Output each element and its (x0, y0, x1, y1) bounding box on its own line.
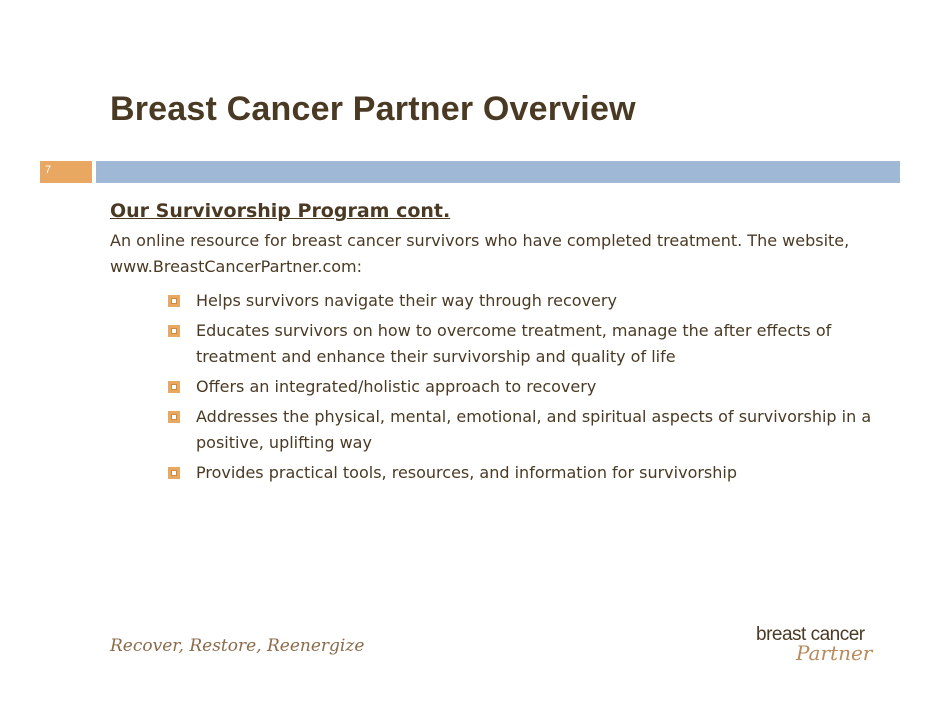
bullet-item (166, 318, 890, 370)
bullet-text: Offers an integrated/holistic approach to recovery (196, 377, 597, 396)
square-bullet-icon (168, 295, 180, 307)
footer-tagline: Recover, Restore, Reenergize (110, 636, 365, 656)
bullet-text: Provides practical tools, resources, and information for survivorship (196, 463, 738, 482)
bullet-list (110, 288, 890, 486)
square-bullet-icon (168, 325, 180, 337)
bullet-text: Educates survivors on how to overcome treatment, manage the after effects of treatment and enhance their survivorship and quality of life (196, 321, 832, 366)
bullet-item (166, 288, 890, 314)
square-bullet-icon (168, 381, 180, 393)
slide-number: 7 (45, 164, 52, 176)
bullet-item (166, 404, 890, 456)
title-bar (96, 161, 900, 183)
logo-text-script: Partner (796, 641, 873, 665)
square-bullet-icon (168, 411, 180, 423)
slide-number-box (40, 161, 92, 183)
bullet-item (166, 460, 890, 486)
square-bullet-icon (168, 467, 180, 479)
section-subtitle: Our Survivorship Program cont. (110, 200, 451, 222)
slide-title: Breast Cancer Partner Overview (110, 90, 636, 128)
bullet-item (166, 374, 890, 400)
logo-text-primary: breast cancer (756, 624, 865, 645)
intro-paragraph: An online resource for breast cancer survivors who have completed treatment. The website, www.BreastCancerPartner.com: (110, 231, 850, 276)
slide-content (110, 200, 890, 490)
bullet-text: Helps survivors navigate their way through recovery (196, 291, 617, 310)
brand-logo (756, 624, 886, 664)
bullet-text: Addresses the physical, mental, emotional, and spiritual aspects of survivorship in a positive, uplifting way (196, 407, 872, 452)
